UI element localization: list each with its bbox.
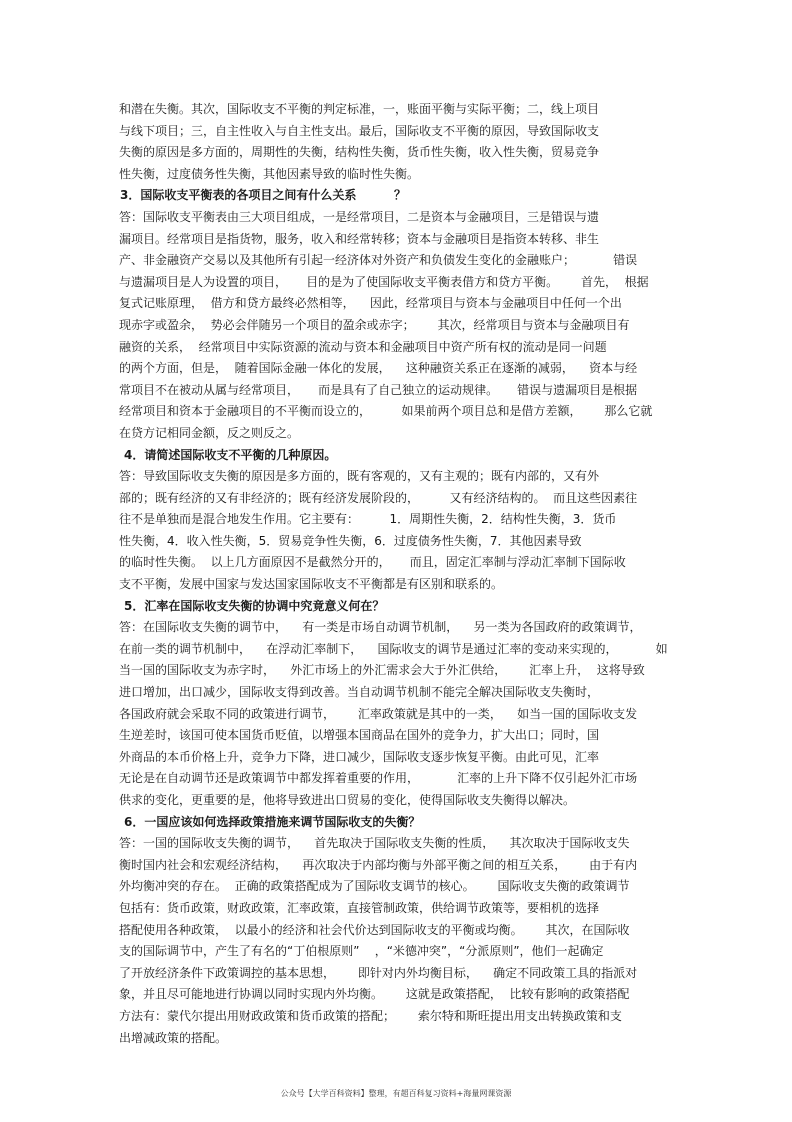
text-line: 了开放经济条件下政策调控的基本思想， 即针对内外均衡目标， 确定不同政策工具的指派对 [119, 965, 638, 980]
text-line: 支不平衡，发展中国家与发达国家国际收支不平衡都是有区别和联系的。 [119, 577, 504, 592]
text-line: 外商品的本币价格上升，竞争力下降，进口减少，国际收支逐步恢复平衡。由此可见，汇率 [119, 749, 600, 764]
text-line: 答：导致国际收支失衡的原因是多方面的，既有客观的，又有主观的；既有内部的，又有外 [119, 469, 600, 484]
text-line: 进口增加，出口减少，国际收支得到改善。当自动调节机制不能完全解决国际收支失衡时， [119, 685, 600, 700]
text-line: 性失衡，过度债务性失衡，其他因素导致的临时性失衡。 [119, 166, 420, 181]
text-line: 的两个方面，但是， 随着国际金融一体化的发展， 这种融资关系正在逐渐的减弱， 资本与经 [119, 361, 638, 376]
text-line: 包括有：货币政策，财政政策，汇率政策，直接管制政策，供给调节政策等，要相机的选择 [119, 900, 600, 915]
text-line: 性失衡，4．收入性失衡，5．贸易竞争性失衡，6．过度债务性失衡，7．其他因素导致 [119, 533, 582, 548]
text-line: 方法有：蒙代尔提出用财政政策和货币政策的搭配； 索尔特和斯旺提出用支出转换政策和支 [119, 1008, 622, 1023]
text-line: 答：国际收支平衡表由三大项目组成，一是经常项目，二是资本与金融项目，三是错误与遗 [119, 209, 600, 224]
text-line: 支的国际调节中，产生了有名的“丁伯根原则” ，“米德冲突”，“分派原则”，他们一起确定 [119, 944, 604, 959]
text-line: 漏项目。经常项目是指货物，服务，收入和经常转移；资本与金融项目是指资本转移、非生 [119, 231, 600, 246]
text-line: 与线下项目；三，自主性收入与自主性支出。最后，国际收支不平衡的原因，导致国际收支 [119, 123, 600, 138]
text-line: 产、非金融资产交易以及其他所有引起一经济体对外资产和负债发生变化的金融账户； 错误 [119, 253, 638, 268]
text-line: 出增减政策的搭配。 [119, 1030, 228, 1045]
question-heading: 5．汇率在国际收支失衡的协调中究竟意义何在？ [124, 598, 385, 613]
document-body [119, 99, 675, 1049]
text-line: 无论是在自动调节还是政策调节中都发挥着重要的作用， 汇率的上升下降不仅引起外汇市场 [119, 771, 638, 786]
page-footer: 公众号【大学百科资料】整理，有超百科复习资料+海量网课资源 [280, 1089, 512, 1098]
text-line: 的临时性失衡。 以上几方面原因不是截然分开的， 而且，固定汇率制与浮动汇率制下国际收 [119, 555, 626, 570]
text-line: 部的；既有经济的又有非经济的；既有经济发展阶段的， 又有经济结构的。 而且这些因素往 [119, 490, 638, 505]
text-line: 衡时国内社会和宏观经济结构， 再次取决于内部均衡与外部平衡之间的相互关系， 由于有内 [119, 857, 638, 872]
text-line: 搭配使用各种政策， 以最小的经济和社会代价达到国际收支的平衡或均衡。 其次，在国际收 [119, 922, 630, 937]
text-line: 答：在国际收支失衡的调节中， 有一类是市场自动调节机制， 另一类为各国政府的政策调节， [119, 620, 642, 635]
text-line: 象，并且尽可能地进行协调以同时实现内外均衡。 这就是政策搭配， 比较有影响的政策搭配 [119, 987, 630, 1002]
question-heading: 4．请简述国际收支不平衡的几种原因。 [124, 447, 337, 462]
text-line: 经常项目和资本于金融项目的不平衡而设立的， 如果前两个项目总和是借方差额， 那么它就 [119, 404, 653, 419]
text-line: 常项目不在被动从属与经常项目， 而是具有了自己独立的运动规律。 错误与遗漏项目是根据 [119, 382, 638, 397]
question-heading: 3．国际收支平衡表的各项目之间有什么关系 ？ [120, 188, 406, 203]
text-line: 供求的变化，更重要的是，他将导致进出口贸易的变化，使得国际收支失衡得以解决。 [119, 793, 576, 807]
text-line: 失衡的原因是多方面的，周期性的失衡，结构性失衡，货币性失衡，收入性失衡，贸易竞争 [119, 145, 600, 160]
text-line: 在贷方记相同金额，反之则反之。 [119, 425, 300, 440]
text-line: 在前一类的调节机制中， 在浮动汇率制下， 国际收支的调节是通过汇率的变动来实现的， 如 [119, 641, 668, 656]
text-line: 答：一国的国际收支失衡的调节， 首先取决于国际收支失衡的性质， 其次取决于国际收支失 [119, 836, 630, 851]
text-line: 外均衡冲突的存在。 正确的政策搭配成为了国际收支调节的核心。 国际收支失衡的政策调节 [119, 879, 630, 894]
text-line: 生逆差时，该国可使本国货币贬值，以增强本国商品在国外的竞争力，扩大出口；同时，国 [119, 728, 600, 743]
text-line: 与遗漏项目是人为设置的项目， 目的是为了使国际收支平衡表借方和贷方平衡。 首先， 根据 [119, 274, 649, 289]
text-line: 现赤字或盈余， 势必会伴随另一个项目的盈余或赤字； 其次，经常项目与资本与金融项目有 [119, 317, 630, 332]
text-line: 和潜在失衡。其次，国际收支不平衡的判定标准，一，账面平衡与实际平衡；二，线上项目 [119, 102, 600, 116]
text-line: 各国政府就会采取不同的政策进行调节， 汇率政策就是其中的一类， 如当一国的国际收支发 [119, 706, 638, 721]
text-line: 融资的关系， 经常项目中实际资源的流动与资本和金融项目中资产所有权的流动是同一问题 [119, 339, 607, 354]
text-line: 复式记账原理， 借方和贷方最终必然相等， 因此，经常项目与资本与金融项目中任何一个出 [119, 296, 622, 311]
question-heading: 6．一国应该如何选择政策措施来调节国际收支的失衡？ [124, 814, 421, 829]
text-line: 当一国的国际收支为赤字时， 外汇市场上的外汇需求会大于外汇供给， 汇率上升， 这将导致 [119, 663, 645, 678]
text-line: 往不是单独而是混合地发生作用。它主要有： 1．周期性失衡，2．结构性失衡，3．货币 [119, 512, 617, 527]
